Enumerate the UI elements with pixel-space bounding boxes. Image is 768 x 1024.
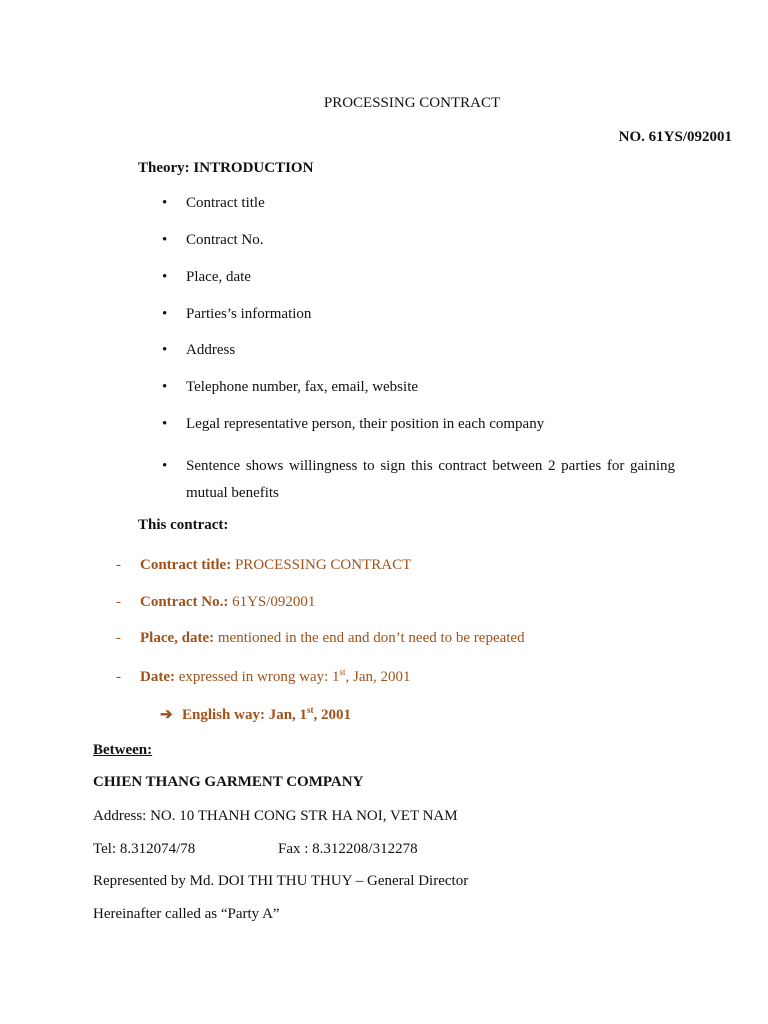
contract-detail-row — [116, 594, 315, 611]
contract-detail-row — [116, 667, 411, 686]
dash-icon: - — [116, 594, 121, 610]
between-heading: Between: — [93, 742, 153, 758]
detail-label: Date: — [140, 669, 175, 685]
detail-value-post: , Jan, 2001 — [345, 669, 411, 685]
list-item — [162, 379, 418, 396]
company-fax: Fax : 8.312208/312278 — [278, 841, 418, 857]
dash-icon: - — [116, 557, 121, 573]
english-way-post: , 2001 — [313, 707, 352, 723]
list-item-text: Contract title — [186, 195, 265, 211]
bullet-icon: • — [162, 269, 168, 285]
english-way-note — [160, 705, 351, 724]
detail-value: 61YS/092001 — [232, 594, 316, 610]
bullet-icon: • — [162, 379, 168, 395]
bullet-icon: • — [162, 342, 168, 358]
detail-value: mentioned in the end and don’t need to be repeated — [217, 630, 525, 646]
dash-icon: - — [116, 669, 121, 685]
list-item — [162, 453, 675, 507]
english-way-pre: English way: Jan, 1 — [182, 707, 308, 723]
list-item — [162, 416, 544, 433]
arrow-right-icon: ➔ — [160, 707, 173, 723]
list-item — [162, 232, 263, 249]
company-address: Address: NO. 10 THANH CONG STR HA NOI, VET NAM — [93, 808, 458, 824]
company-name: CHIEN THANG GARMENT COMPANY — [93, 774, 364, 790]
contract-number: NO. 61YS/092001 — [618, 129, 732, 145]
list-item — [162, 342, 235, 359]
contract-detail-row — [116, 630, 525, 647]
bullet-icon: • — [162, 416, 168, 432]
document-title: PROCESSING CONTRACT — [323, 95, 501, 111]
list-item-text: Place, date — [186, 269, 251, 285]
company-representative: Represented by Md. DOI THI THU THUY – General Director — [93, 873, 469, 889]
english-way-sup: st — [307, 705, 314, 715]
detail-label: Contract No.: — [140, 594, 229, 610]
detail-value: PROCESSING CONTRACT — [234, 557, 412, 573]
theory-heading-row — [116, 160, 313, 177]
list-item-text: Contract No. — [186, 232, 264, 248]
list-item-text: Address — [186, 342, 236, 358]
theory-heading: Theory: INTRODUCTION — [138, 160, 314, 176]
detail-label: Contract title: — [140, 557, 232, 573]
bullet-icon: • — [162, 232, 168, 248]
detail-label: Place, date: — [140, 630, 215, 646]
list-item — [162, 306, 311, 323]
detail-value-pre: expressed in wrong way: 1 — [178, 669, 340, 685]
list-item-text: Sentence shows willingness to sign this contract between 2 parties for gaining mutual benefits — [186, 458, 675, 501]
bullet-icon: • — [162, 195, 168, 211]
bullet-icon: • — [162, 458, 168, 474]
list-item-text: Telephone number, fax, email, website — [186, 379, 419, 395]
contract-detail-row — [116, 557, 411, 574]
company-tel: Tel: 8.312074/78 — [93, 841, 196, 857]
bullet-icon: • — [162, 306, 168, 322]
detail-value-sup: st — [339, 667, 346, 677]
this-contract-heading-row — [116, 517, 228, 534]
list-item-text: Parties’s information — [186, 306, 312, 322]
dash-icon: - — [116, 630, 121, 646]
list-item — [162, 269, 251, 286]
this-contract-heading: This contract: — [138, 517, 229, 533]
list-item-text: Legal representative person, their position in each company — [186, 416, 545, 432]
party-designation: Hereinafter called as “Party A” — [93, 906, 280, 922]
detail-value — [179, 669, 411, 685]
list-item — [162, 195, 265, 212]
